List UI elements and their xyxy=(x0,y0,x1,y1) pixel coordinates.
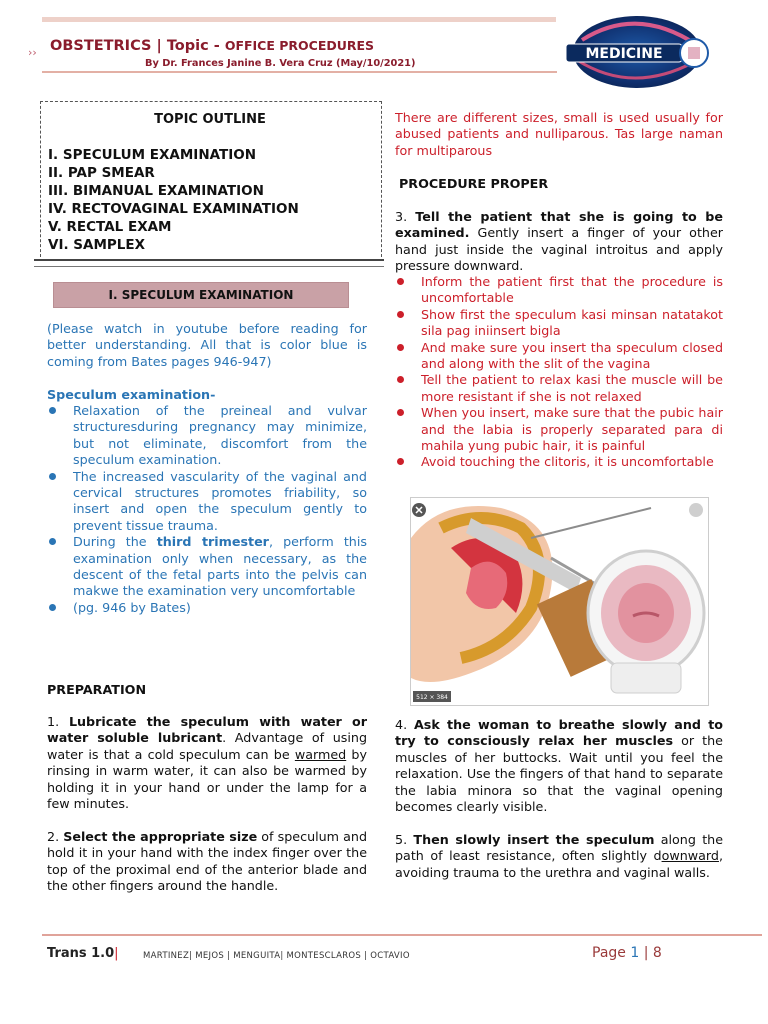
list-item: Tell the patient to relax kasi the muscle will be more resistant if she is not relaxed xyxy=(395,372,723,405)
preparation-heading: PREPARATION xyxy=(47,682,147,697)
bullet-dot-icon xyxy=(49,473,56,480)
procedure-step-5: 5. Then slowly insert the speculum along the path of least resistance, often slightly downward, avoiding trauma to the urethra and vaginal walls. xyxy=(395,832,724,880)
outline-bottom-rule xyxy=(34,259,384,267)
bullet-dot-icon xyxy=(397,311,404,318)
author-line: By Dr. Frances Janine B. Vera Cruz (May/10/2021) xyxy=(145,58,416,69)
outline-title: TOPIC OUTLINE xyxy=(154,112,266,127)
bullet-dot-icon xyxy=(397,458,404,465)
header-divider xyxy=(42,71,557,73)
page-number: Page 1 | 8 xyxy=(592,945,662,961)
prep-step-1: 1. Lubricate the speculum with water or water soluble lubricant. Advantage of using water is that a cold speculum can be warmed by rinsing in warm water, it can also be warmed by holding it in your hand or under the lamp for a few minutes. xyxy=(47,714,367,812)
title-topic: OFFICE PROCEDURES xyxy=(224,38,375,53)
speculum-bullet-list xyxy=(47,403,367,616)
list-item: Avoid touching the clitoris, it is uncomfortable xyxy=(395,454,723,470)
procedure-heading: PROCEDURE PROPER xyxy=(399,176,549,191)
bullet-dot-icon xyxy=(49,407,56,414)
medicine-logo xyxy=(562,10,712,94)
bullet-dot-icon xyxy=(397,376,404,383)
bullet-dot-icon xyxy=(397,409,404,416)
bates-note: (Please watch in youtube before reading for better understanding. All that is color blue is coming from Bates pages 946-947) xyxy=(47,321,367,369)
list-item: Inform the patient first that the procedure is uncomfortable xyxy=(395,274,723,307)
outline-item: V. RECTAL EXAM xyxy=(48,219,172,235)
outline-list xyxy=(48,146,299,254)
outline-item: I. SPECULUM EXAMINATION xyxy=(48,147,257,163)
outline-item: III. BIMANUAL EXAMINATION xyxy=(48,183,264,199)
page-title xyxy=(50,38,374,54)
outline-item: II. PAP SMEAR xyxy=(48,165,155,181)
bullet-dot-icon xyxy=(397,278,404,285)
list-item: During the third trimester, perform this examination only when necessary, as the descent of the fetal parts into the pelvis can makwe the examination very uncomfortable xyxy=(47,534,367,600)
footer-trans: Trans 1.0| xyxy=(47,946,119,961)
speculum-subheading: Speculum examination- xyxy=(47,387,216,402)
speculum-illustration xyxy=(410,497,709,706)
section-heading-speculum: I. SPECULUM EXAMINATION xyxy=(53,282,349,308)
list-item: When you insert, make sure that the pubic hair and the labia is properly separated para di mahila yung pubic hair, it is painful xyxy=(395,405,723,454)
bullet-dot-icon xyxy=(49,604,56,611)
list-item: Show first the speculum kasi minsan natatakot sila pag iniinsert bigla xyxy=(395,307,723,340)
procedure-step-3: 3. Tell the patient that she is going to be examined. Gently insert a finger of your other hand just inside the vaginal introitus and apply pressure downward. xyxy=(395,209,723,274)
header-top-bar xyxy=(42,17,556,22)
footer-rule xyxy=(42,934,762,936)
header-arrows: ›› xyxy=(28,46,37,59)
step-3-bullet-list xyxy=(395,274,723,471)
list-item: And make sure you insert tha speculum closed and along with the slit of the vagina xyxy=(395,340,723,373)
sizes-note: There are different sizes, small is used usually for abused patients and nulliparous. Tas large naman for multiparous xyxy=(395,110,723,158)
outline-item: VI. SAMPLEX xyxy=(48,237,146,253)
prep-step-2: 2. Select the appropriate size of speculum and hold it in your hand with the index finger over the top of the proximal end of the anterior blade and the other fingers around the handle. xyxy=(47,829,368,894)
list-item: The increased vascularity of the vaginal and cervical structures promotes friability, so insert and open the speculum gently to prevent tissue trauma. xyxy=(47,469,367,535)
speculum-diagram xyxy=(411,498,708,705)
outline-item: IV. RECTOVAGINAL EXAMINATION xyxy=(48,201,299,217)
list-item: Relaxation of the preineal and vulvar structuresduring pregnancy may minimize, but not eliminate, discomfort from the speculum examination. xyxy=(47,403,367,469)
procedure-step-4: 4. Ask the woman to breathe slowly and to try to consciously relax her muscles or the muscles of her buttocks. Wait until you feel the relaxation. Use the fingers of that hand to separate the labia minora so that the vaginal opening becomes clearly visible. xyxy=(395,717,723,815)
bullet-dot-icon xyxy=(49,538,56,545)
title-subject: OBSTETRICS | Topic - xyxy=(50,38,225,54)
list-item: (pg. 946 by Bates) xyxy=(47,600,367,616)
logo-text: MEDICINE xyxy=(585,46,663,62)
footer-names: MARTINEZ| MEJOS | MENGUITA| MONTESCLAROS | OCTAVIO xyxy=(143,951,410,961)
bullet-dot-icon xyxy=(397,344,404,351)
image-size-label: 512 × 384 xyxy=(416,694,448,701)
